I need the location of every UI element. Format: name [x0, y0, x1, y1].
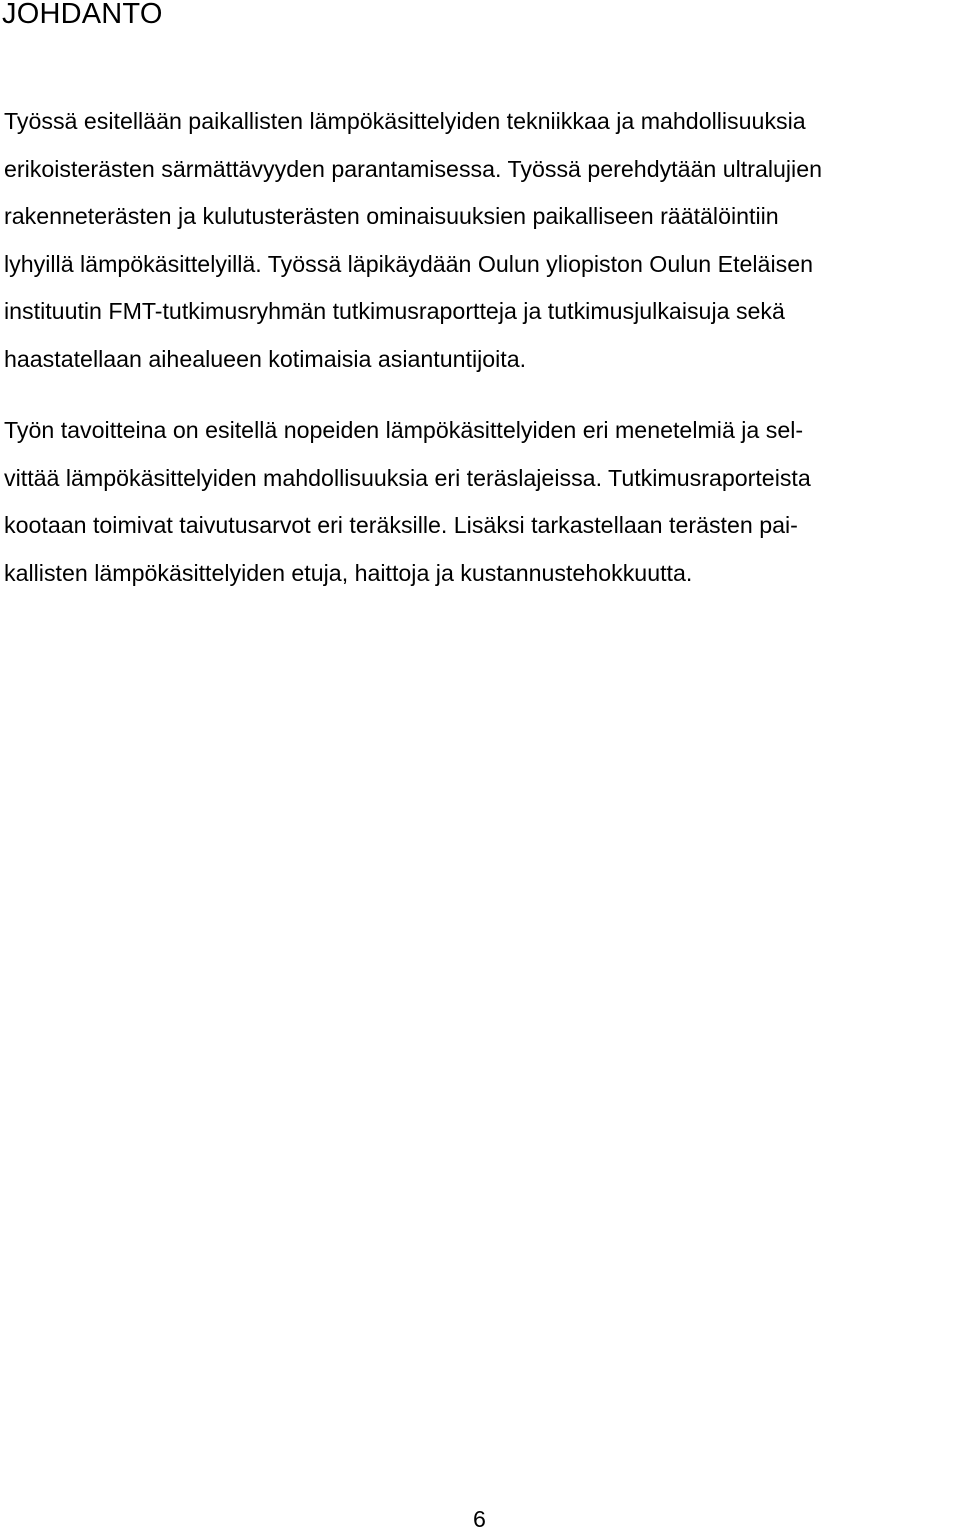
paragraph-line: kootaan toimivat taivutusarvot eri teräksille. Lisäksi tarkastellaan terästen pai-: [4, 512, 798, 539]
paragraph-line: lyhyillä lämpökäsittelyillä. Työssä läpikäydään Oulun yliopiston Oulun Eteläisen: [4, 250, 813, 277]
paragraph-line: kallisten lämpökäsittelyiden etuja, haittoja ja kustannustehokkuutta.: [4, 559, 693, 586]
paragraph-line: instituutin FMT-tutkimusryhmän tutkimusraportteja ja tutkimusjulkaisuja sekä: [4, 298, 785, 325]
paragraph-line: haastatellaan aihealueen kotimaisia asiantuntijoita.: [4, 345, 527, 372]
page-number: 6: [473, 1506, 486, 1532]
paragraph-1: [4, 98, 822, 384]
section-heading: JOHDANTO: [2, 0, 163, 30]
paragraph-2: [4, 407, 811, 597]
paragraph-line: Työssä esitellään paikallisten lämpökäsittelyiden tekniikkaa ja mahdollisuuksia: [4, 108, 806, 134]
paragraph-line: rakenneterästen ja kulutusterästen ominaisuuksien paikalliseen räätälöintiin: [4, 203, 779, 230]
paragraph-line: Työn tavoitteina on esitellä nopeiden lämpökäsittelyiden eri menetelmiä ja sel-: [4, 417, 804, 443]
paragraph-line: vittää lämpökäsittelyiden mahdollisuuksia eri teräslajeissa. Tutkimusraporteista: [4, 464, 811, 491]
paragraph-line: erikoisterästen särmättävyyden parantamisessa. Työssä perehdytään ultralujien: [4, 155, 823, 182]
